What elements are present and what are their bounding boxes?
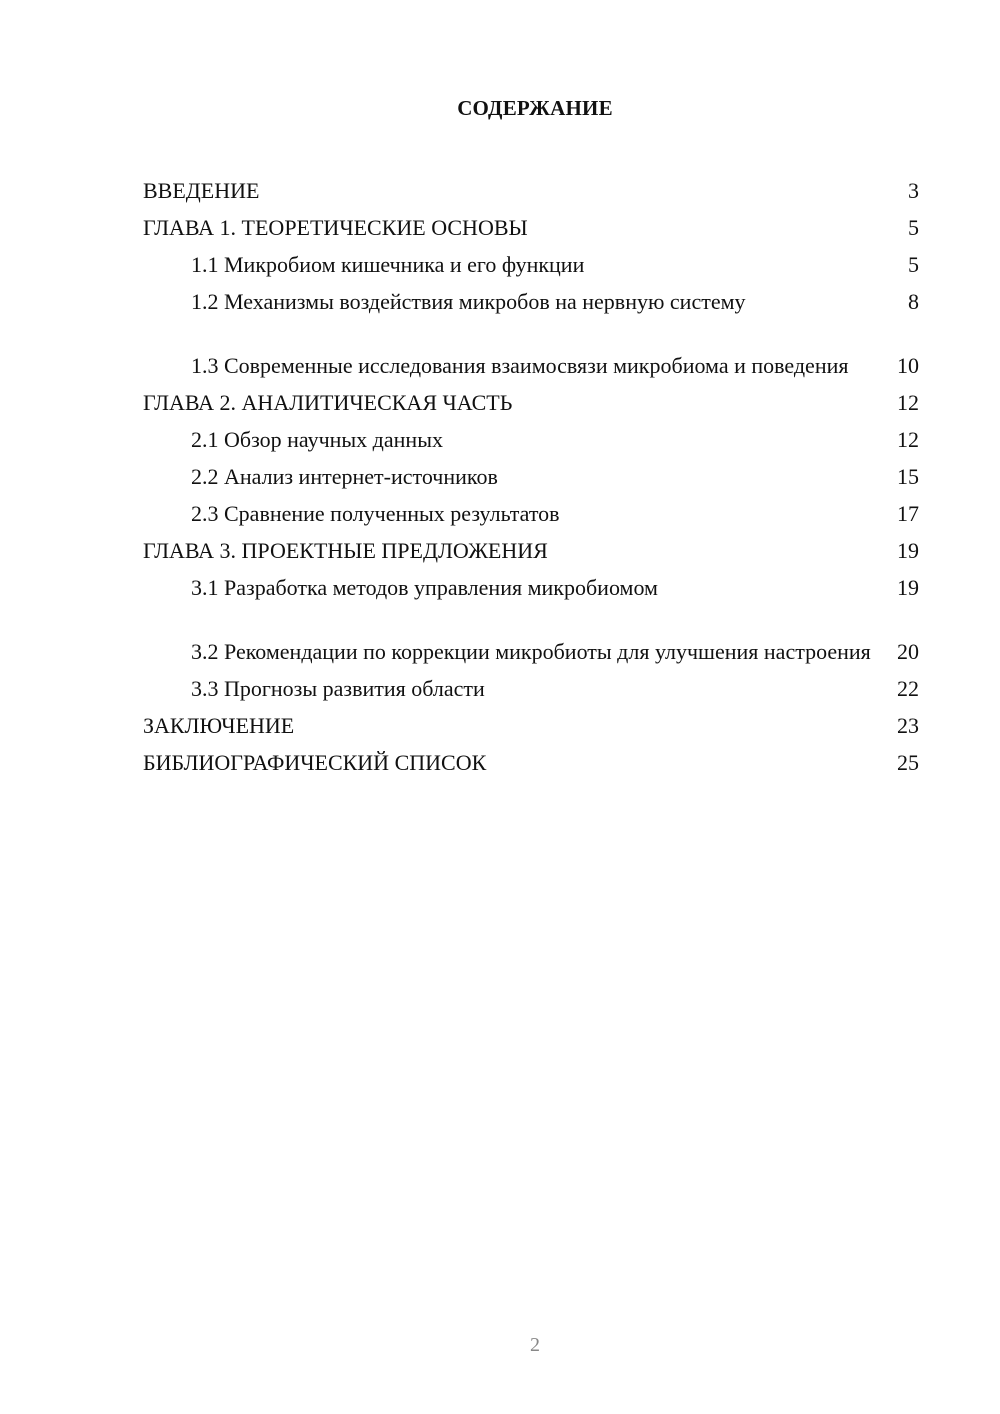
toc-entry-page: 19 — [897, 575, 919, 600]
toc-entry-page: 12 — [897, 427, 919, 452]
toc-entry-conclusion[interactable] — [143, 705, 919, 742]
toc-entry-section-1-2[interactable] — [143, 281, 919, 318]
toc-entry-label: 2.3 Сравнение полученных результатов — [191, 501, 560, 526]
toc-entry-page: 5 — [908, 252, 919, 277]
toc-entry-label: ЗАКЛЮЧЕНИЕ — [143, 713, 295, 738]
toc-entry-page: 3 — [908, 178, 919, 203]
toc-entry-page: 23 — [897, 713, 919, 738]
toc-entry-label: БИБЛИОГРАФИЧЕСКИЙ СПИСОК — [143, 750, 487, 775]
toc-entry-page: 5 — [908, 215, 919, 240]
toc-entry-section-2-3[interactable] — [143, 493, 919, 530]
toc-entry-page: 25 — [897, 750, 919, 775]
toc-entry-section-1-1[interactable] — [143, 244, 919, 281]
page-number: 2 — [530, 1334, 540, 1356]
table-of-contents — [143, 170, 919, 779]
page-title: СОДЕРЖАНИЕ — [457, 96, 613, 120]
toc-entry-introduction[interactable] — [143, 170, 919, 207]
toc-entry-page: 15 — [897, 464, 919, 489]
toc-entry-label: 2.2 Анализ интернет-источников — [191, 464, 498, 489]
toc-entry-page: 17 — [897, 501, 919, 526]
toc-entry-chapter-2[interactable] — [143, 382, 919, 419]
toc-entry-label: 3.3 Прогнозы развития области — [191, 676, 485, 701]
toc-entry-label: ГЛАВА 1. ТЕОРЕТИЧЕСКИЕ ОСНОВЫ — [143, 215, 528, 240]
toc-entry-label: ГЛАВА 2. АНАЛИТИЧЕСКАЯ ЧАСТЬ — [143, 390, 513, 415]
toc-entry-label: 1.3 Современные исследования взаимосвязи микробиома и поведения — [191, 353, 849, 378]
toc-entry-page: 22 — [897, 676, 919, 701]
toc-entry-label: 1.1 Микробиом кишечника и его функции — [191, 252, 585, 277]
toc-entry-label: 2.1 Обзор научных данных — [191, 427, 443, 452]
toc-entry-section-3-1[interactable] — [143, 567, 919, 604]
toc-entry-label: ВВЕДЕНИЕ — [143, 178, 260, 203]
toc-entry-bibliography[interactable] — [143, 742, 919, 779]
toc-entry-label: 1.2 Механизмы воздействия микробов на нервную систему — [191, 289, 746, 314]
toc-entry-section-2-2[interactable] — [143, 456, 919, 493]
toc-entry-chapter-1[interactable] — [143, 207, 919, 244]
toc-entry-page: 12 — [897, 390, 919, 415]
toc-entry-chapter-3[interactable] — [143, 530, 919, 567]
toc-entry-label: 3.1 Разработка методов управления микробиомом — [191, 575, 658, 600]
toc-entry-page: 8 — [908, 289, 919, 314]
toc-entry-section-2-1[interactable] — [143, 419, 919, 456]
toc-entry-label: ГЛАВА 3. ПРОЕКТНЫЕ ПРЕДЛОЖЕНИЯ — [143, 538, 548, 563]
toc-entry-section-3-2[interactable] — [143, 604, 919, 668]
toc-entry-label: 3.2 Рекомендации по коррекции микробиоты для улучшения настроения — [191, 639, 871, 664]
toc-entry-page: 19 — [897, 538, 919, 563]
toc-entry-section-1-3[interactable] — [143, 318, 919, 382]
toc-entry-page: 10 — [897, 353, 919, 378]
toc-entry-page: 20 — [897, 639, 919, 664]
toc-entry-section-3-3[interactable] — [143, 668, 919, 705]
